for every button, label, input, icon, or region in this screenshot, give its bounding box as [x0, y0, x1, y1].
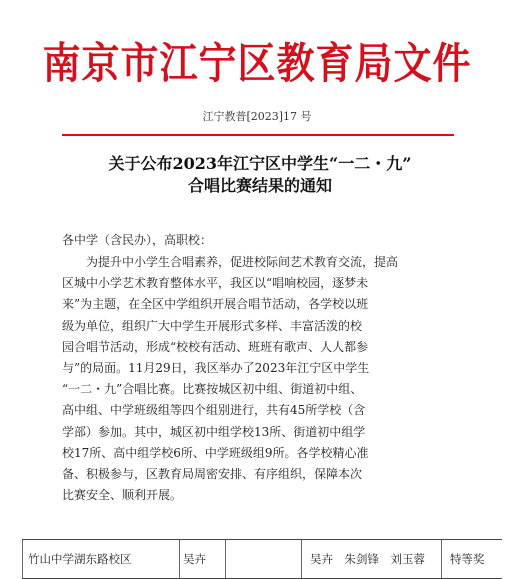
- empty-cell: [226, 540, 302, 578]
- recipient-line: 各中学（含民办），高职校：: [62, 233, 213, 247]
- body-line: 比赛安全、顺利开展。: [62, 488, 183, 503]
- school-cell: 竹山中学湖东路校区: [22, 540, 180, 578]
- body-line: “一二・九”合唱比赛。比赛按城区初中组、街道初中组、: [62, 382, 363, 397]
- document-number: 江宁教普[2023]17 号: [202, 110, 312, 123]
- notice-title: [60, 153, 460, 197]
- body-line: 校17所、高中组学校6所、中学班级组9所。各学校精心准: [62, 445, 369, 460]
- award-cell: 特等奖: [450, 552, 485, 566]
- body-line: 与”的局面。11月29日，我区举办了2023年江宁区中学生: [62, 360, 370, 375]
- body-line: 高中组、中学班级组等四个组别进行，共有45所学校（含: [62, 403, 366, 418]
- notice-body: [62, 252, 462, 506]
- body-line: 学部）参加。其中，城区初中组学校13所、街道初中组学: [62, 424, 366, 439]
- document-header-title: 南京市江宁区教育局文件: [42, 38, 472, 89]
- leader-cell: 吴卉: [180, 540, 226, 578]
- body-line: 区城中小学艺术教育整体水平，我区以“唱响校园，逐梦未: [62, 276, 369, 291]
- body-line: 备、积极参与，区教育局周密安排、有序组织，保障本次: [62, 466, 363, 481]
- body-line: 为提升中小学生合唱素养，促进校际间艺术教育交流，提高: [86, 255, 399, 269]
- instructors-cell: 吴卉 朱剑锋 刘玉蓉: [302, 540, 442, 578]
- body-line: 级为单位，组织广大中学生开展形式多样、丰富活泼的校: [62, 318, 363, 333]
- red-divider-line: [62, 134, 454, 136]
- body-line: 园合唱节活动，形成“校校有活动、班班有歌声、人人都参: [62, 339, 369, 354]
- results-table-row: [22, 539, 502, 579]
- notice-title-line-2: 合唱比赛结果的通知: [187, 176, 332, 195]
- body-line: 来”为主题，在全区中学组织开展合唱节活动，各学校以班: [62, 297, 369, 312]
- notice-title-line-1: 关于公布2023年江宁区中学生“一二・九”: [108, 154, 412, 173]
